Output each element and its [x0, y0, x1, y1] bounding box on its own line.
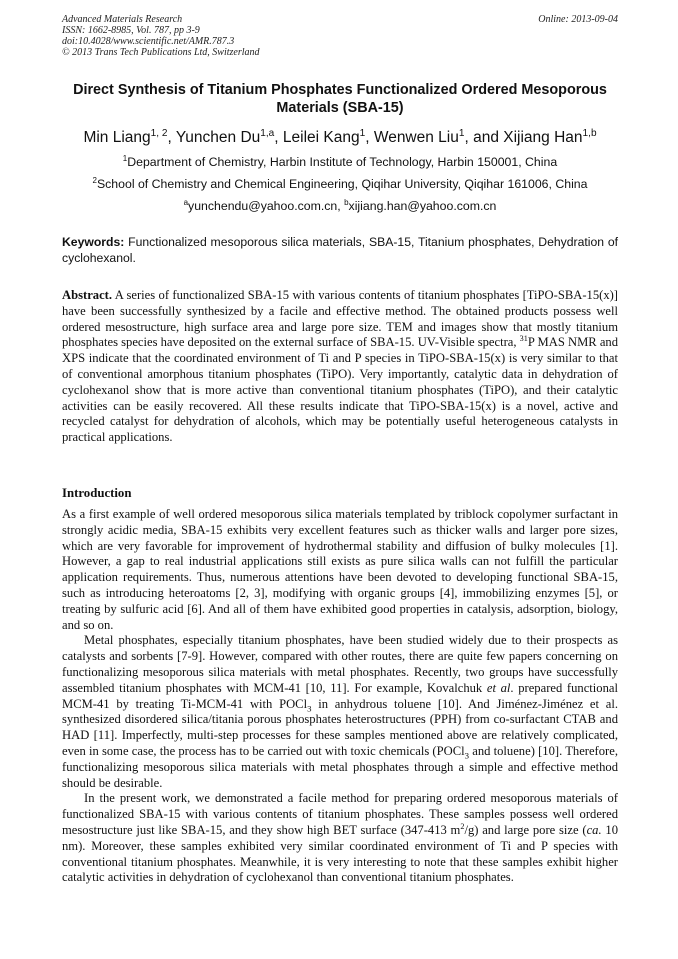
affiliation-1 [40, 155, 640, 170]
author-separator: , [365, 129, 374, 146]
online-date: Online: 2013-09-04 [538, 14, 618, 25]
italic-text: et al [486, 680, 511, 695]
doi-link[interactable]: doi:10.4028/www.scientific.net/AMR.787.3 [62, 36, 235, 47]
author-affiliation-mark: 1 [458, 127, 465, 139]
author-conjunction: and [473, 129, 504, 146]
paragraph-text: in anhydrous toluene [10]. And Jiménez-Jiménez et al. synthesized disordered silica/titania porous phosphates heterostructures (PPH) from co-surfactant CTAB and HAD [11]. Imperfectly, multi-step processes for these samples mentioned above are relatively complicated, even in some case, the process has to be carried out with toxic chemicals (POCl [62, 696, 619, 758]
subscript: 3 [464, 750, 470, 761]
issn-volume: ISSN: 1662-8985, Vol. 787, pp 3-9 [62, 25, 200, 36]
paragraph-text: 10 nm). Moreover, these samples exhibited very similar coordinated environment of Ti and P species with conventional titanium phosphates. Meanwhile, it is very interesting to note that these samples exhibit higher catalytic activities in dehydration of cyclohexanol than conventional titanium phosphates. [62, 822, 618, 885]
abstract-text: P MAS NMR and XPS indicate that the coordinated environment of Ti and P species in TiPO-SBA-15(x) is very similar to that of conventional amorphous titanium phosphates (TiPO). Very importantly, catalytic data in dehydration of cyclohexanol show that is more active than conventional titanium phosphates (TiPO), and their catalytic activities can be easily recovered. All these results indicate that TiPO-SBA-15(x) is a novel, active and recycled catalyst for dehydration of alcohols, which may be potentially useful heterogeneous catalysts in practical applications. [62, 335, 619, 445]
paragraph [62, 791, 618, 886]
email-link[interactable]: xijiang.han@yahoo.com.cn [348, 199, 497, 213]
author-separator: , [274, 129, 283, 146]
author-separator: , [464, 129, 474, 146]
introduction-body [62, 507, 618, 886]
author-separator: , [167, 129, 176, 146]
abstract-text: A series of functionalized SBA-15 with various contents of titanium phosphates [TiPO-SBA-15(x)] have been successfully synthesized by a facile and effective method. The obtained products possess well ordered mesostructure, high surface area and large pore size. TEM and images show that mostly titanium phosphates species have deposited on the external surface of SBA-15. UV-Visible spectra, [62, 288, 618, 350]
introduction-heading: Introduction [62, 486, 132, 500]
copyright-notice: © 2013 Trans Tech Publications Ltd, Switzerland [62, 47, 260, 58]
affiliation-text: School of Chemistry and Chemical Engineering, Qiqihar University, Qiqihar 161006, China [96, 177, 588, 191]
author-affiliation-mark: 1, 2 [150, 127, 168, 139]
superscript: 2 [460, 821, 465, 831]
journal-name: Advanced Materials Research [62, 14, 183, 25]
email-link[interactable]: yunchendu@yahoo.com.cn, [188, 199, 345, 213]
affiliation-2 [40, 177, 640, 192]
affiliation-text: Department of Chemistry, Harbin Institute of Technology, Harbin 150001, China [127, 155, 558, 169]
email-mark: b [344, 197, 349, 207]
paragraph-text: In the present work, we demonstrated a facile method for preparing ordered mesoporous materials of functionalized SBA-15 with various contents of titanium phosphates. These samples possess well ordered mesostructure just like SBA-15, and they show high BET surface (347-413 m [62, 791, 618, 837]
author-list [40, 128, 640, 148]
affiliation-mark: 1 [122, 153, 128, 163]
keywords-section [62, 234, 618, 266]
isotope-superscript: 31 [519, 334, 528, 344]
keywords-label: Keywords: [62, 235, 125, 249]
paragraph-text: /g) and large pore size ( [464, 822, 587, 837]
abstract-label: Abstract. [62, 288, 113, 302]
author-affiliation-mark: 1 [359, 127, 366, 139]
author-emails [40, 199, 640, 214]
paragraph-text: Metal phosphates, especially titanium phosphates, have been studied widely due to their prospects as catalysts and sorbents [7-9]. However, compared with other routes, there are quite few papers concerning on functionalizing mesoporous silica materials with metal phosphates. Recently, two groups have successfully assembled titanium phosphates with MCM-41 [10, 11]. For example, Kovalchuk [62, 633, 618, 695]
subscript: 3 [307, 703, 312, 714]
italic-text: ca. [586, 822, 602, 837]
author-name: Min Liang [83, 129, 151, 146]
paragraph-text: and toluene) [10]. Therefore, functionalizing mesoporous silica materials with metal phosphates through a simple and effective method should be desirable. [62, 743, 618, 790]
keywords-text: Functionalized mesoporous silica materials, SBA-15, Titanium phosphates, Dehydration of cyclohexanol. [62, 235, 618, 265]
paper-title: Direct Synthesis of Titanium Phosphates Functionalized Ordered Mesoporous Materials (SBA-15) [73, 82, 607, 116]
author-name: Leilei Kang [282, 129, 360, 146]
email-mark: a [183, 197, 189, 207]
abstract-section [62, 288, 618, 446]
journal-header [62, 14, 618, 58]
paragraph-text: . prepared functional MCM-41 by treating Ti-MCM-41 with POCl [62, 680, 618, 711]
affiliation-mark: 2 [92, 175, 97, 185]
author-affiliation-mark: 1,b [582, 127, 597, 139]
paragraph [62, 633, 618, 791]
author-name: Wenwen Liu [373, 129, 459, 146]
author-affiliation-mark: 1,a [260, 127, 275, 139]
paragraph: As a first example of well ordered mesoporous silica materials templated by triblock copolymer surfactant in strongly acidic media, SBA-15 exhibits very excellent features such as thicker walls and larger pore sizes, which are very favorable for improvement of hydrothermal stability and diffusion of bulky molecules [1]. However, a gap to real industrial applications still exists as pure silica walls can not fulfill the particular application requirements. Thus, numerous attentions have been devoted to developing functional SBA-15, such as introducing heteroatoms [2, 3], modifying with organic groups [4], immobilizing enzymes [5], or treating by sulfuric acid [6]. And all of them have exhibited good properties in catalysis, adsorption, biology, and so on. [62, 507, 618, 632]
author-name: Xijiang Han [503, 129, 583, 146]
author-name: Yunchen Du [175, 129, 261, 146]
